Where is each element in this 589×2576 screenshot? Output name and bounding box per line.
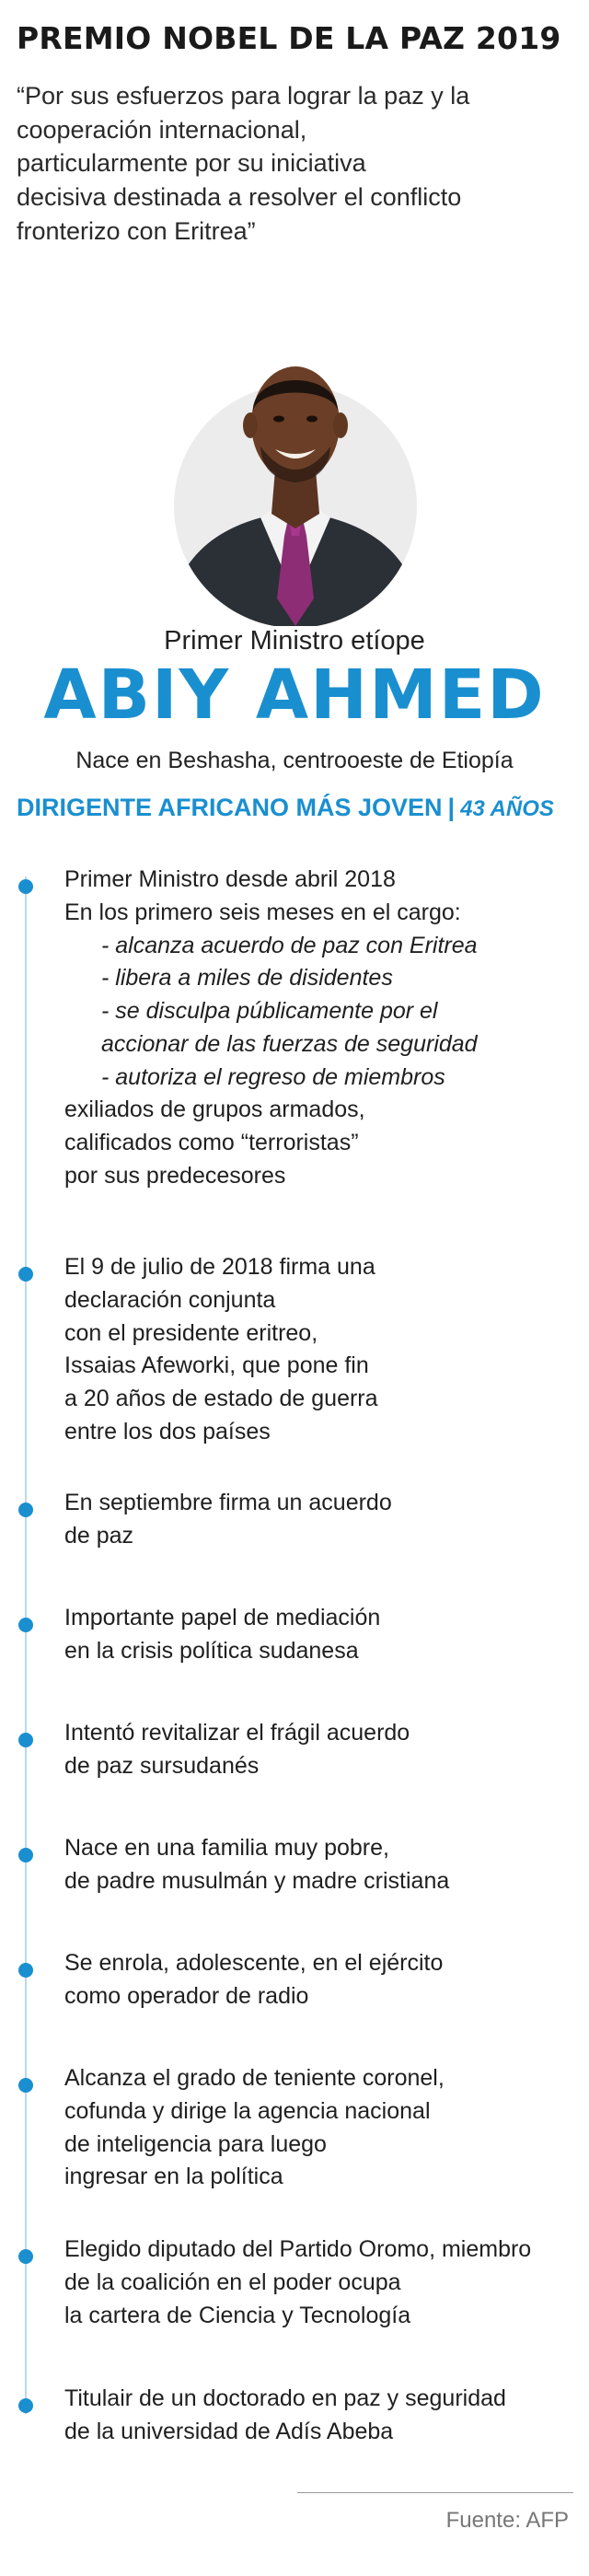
quote-line: decisiva destinada a resolver el conflicto	[17, 183, 462, 212]
timeline-item	[64, 864, 580, 1193]
item-subline: - libera a miles de disidentes	[101, 965, 393, 992]
timeline-item	[64, 2383, 580, 2449]
timeline-item	[64, 1832, 580, 1898]
item-line: Titulair de un doctorado en paz y seguridad	[64, 2385, 506, 2411]
item-line: Alcanza el grado de teniente coronel,	[64, 2065, 445, 2091]
item-line: de paz	[64, 1522, 134, 1549]
timeline-item	[64, 1602, 580, 1668]
timeline-dot	[18, 1267, 33, 1282]
item-line: de inteligencia para luego	[64, 2130, 327, 2157]
birthplace-text: Nace en Beshasha, centrooeste de Etiopía	[75, 748, 514, 773]
item-line: con el presidente eritreo,	[64, 1319, 318, 1346]
timeline-item	[64, 1717, 580, 1783]
portrait-photo	[157, 322, 433, 626]
item-line: de la universidad de Adís Abeba	[64, 2418, 394, 2444]
item-line: El 9 de julio de 2018 firma una	[64, 1254, 375, 1280]
nobel-citation-quote	[17, 79, 578, 249]
timeline-dot	[18, 2078, 33, 2093]
source-divider	[297, 2492, 573, 2493]
quote-line: particularmente por su iniciativa	[17, 149, 366, 178]
item-line: Nace en una familia muy pobre,	[64, 1835, 389, 1861]
item-line: de padre musulmán y madre cristiana	[64, 1867, 450, 1894]
item-subline: - alcanza acuerdo de paz con Eritrea	[101, 932, 478, 958]
item-line: como operador de radio	[64, 1982, 309, 2009]
item-line: cofunda y dirige la agencia nacional	[64, 2097, 431, 2124]
item-subline: - se disculpa públicamente por el	[101, 998, 438, 1024]
timeline-dot	[18, 1618, 33, 1632]
page-title: PREMIO NOBEL DE LA PAZ 2019	[17, 20, 561, 56]
item-line: exiliados de grupos armados,	[64, 1097, 365, 1123]
source-credit: Fuente: AFP	[445, 2508, 569, 2533]
item-line: Issaias Afeworki, que pone fin	[64, 1352, 369, 1379]
timeline-dot	[18, 1503, 33, 1517]
item-subline: accionar de las fuerzas de seguridad	[101, 1030, 478, 1057]
item-line: por sus predecesores	[64, 1162, 286, 1189]
item-subline: - autoriza el regreso de miembros	[101, 1063, 445, 1090]
item-line: Elegido diputado del Partido Oromo, miembro	[64, 2236, 532, 2262]
subhead-separator: |	[447, 794, 456, 821]
item-line: entre los dos países	[64, 1418, 271, 1445]
timeline-item	[64, 1947, 580, 2013]
role-label: Primer Ministro etíope	[164, 626, 425, 656]
quote-line: cooperación internacional,	[17, 115, 307, 144]
item-line: ingresar en la política	[64, 2164, 283, 2190]
timeline-dot	[18, 1963, 33, 1978]
timeline-item	[64, 2062, 580, 2194]
item-line: En septiembre firma un acuerdo	[64, 1490, 392, 1515]
item-line: de la coalición en el poder ocupa	[64, 2269, 401, 2295]
quote-line: “Por sus esfuerzos para lograr la paz y la	[17, 82, 470, 110]
timeline-item	[64, 1251, 580, 1449]
timeline-line	[25, 876, 27, 2414]
item-line: Primer Ministro desde abril 2018	[64, 866, 396, 892]
item-line: Intentó revitalizar el frágil acuerdo	[64, 1720, 410, 1746]
item-line: a 20 años de estado de guerra	[64, 1386, 378, 1411]
quote-line: fronterizo con Eritrea”	[17, 216, 256, 245]
age-label: 43 AÑOS	[460, 796, 554, 821]
timeline-item	[64, 2234, 580, 2332]
timeline-dot	[18, 1848, 33, 1862]
item-line: en la crisis política sudanesa	[64, 1637, 359, 1664]
item-line: En los primero seis meses en el cargo:	[64, 899, 461, 925]
timeline-item	[64, 1487, 580, 1553]
timeline-dot	[18, 879, 33, 894]
item-line: Importante papel de mediación	[64, 1605, 381, 1630]
item-line: de paz sursudanés	[64, 1752, 260, 1779]
subhead-text: DIRIGENTE AFRICANO MÁS JOVEN	[17, 794, 443, 821]
item-line: la cartera de Ciencia y Tecnología	[64, 2302, 411, 2328]
timeline-dot	[18, 2398, 33, 2413]
person-name: ABIY AHMED	[43, 656, 546, 735]
item-line: Se enrola, adolescente, en el ejército	[64, 1950, 444, 1976]
timeline-dot	[18, 2249, 33, 2264]
timeline-dot	[18, 1733, 33, 1747]
youngest-leader-subhead	[17, 794, 554, 822]
item-line: calificados como “terroristas”	[64, 1130, 359, 1155]
item-line: declaración conjunta	[64, 1286, 276, 1313]
